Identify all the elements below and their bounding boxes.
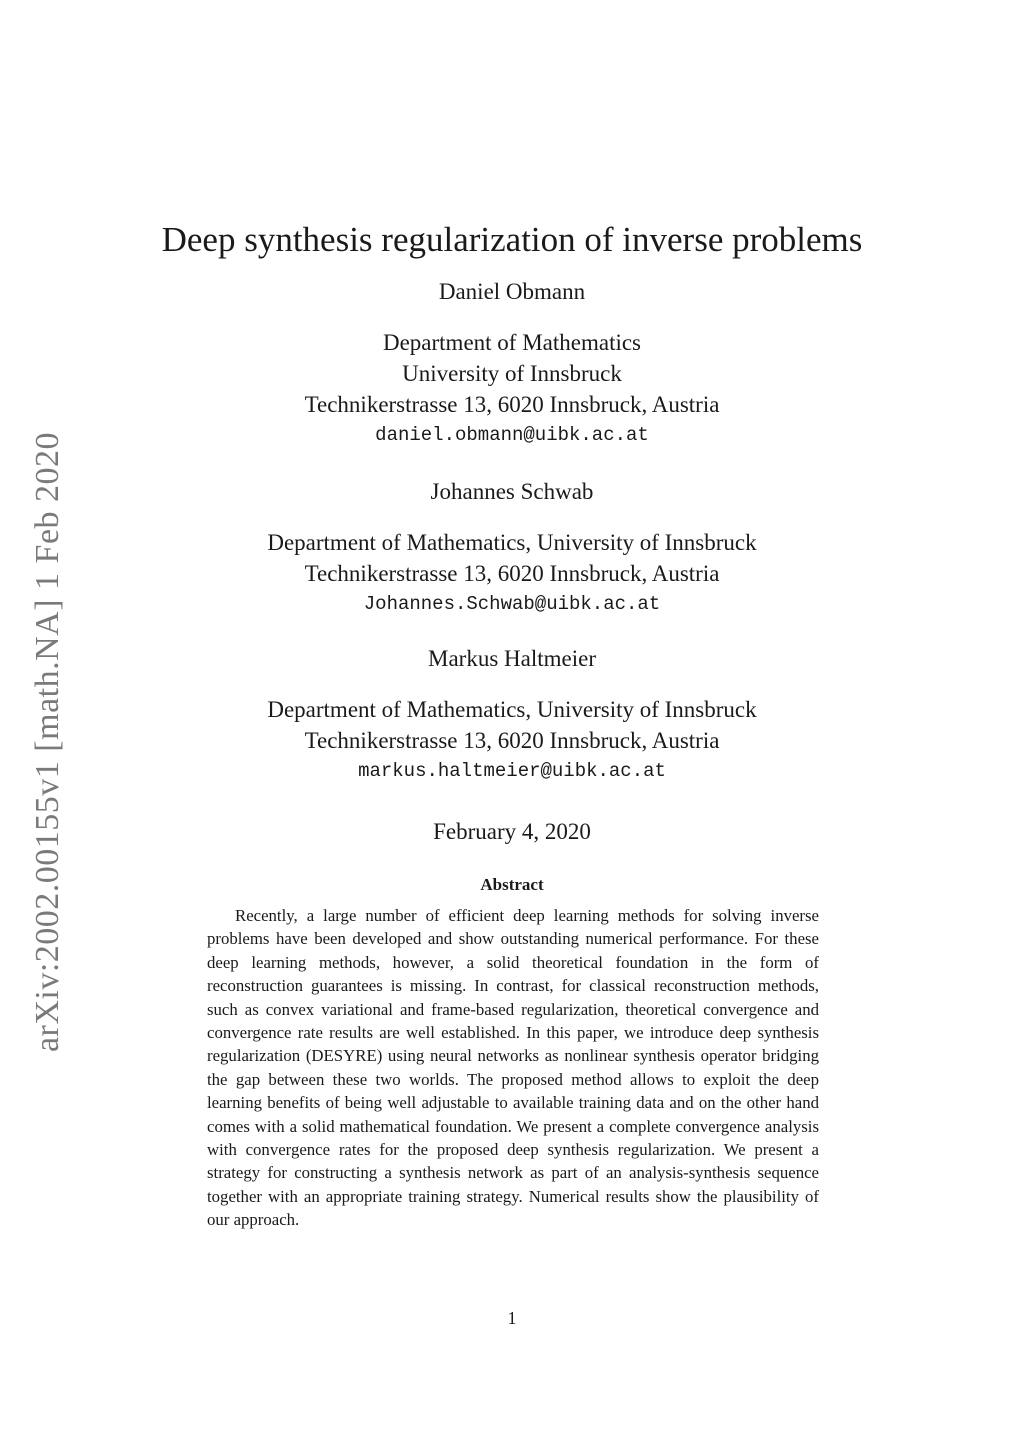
author-affiliation-line: Department of Mathematics, University of Innsbruck xyxy=(267,530,757,555)
author-affiliation-line: University of Innsbruck xyxy=(402,361,622,386)
paper-title: Deep synthesis regularization of inverse problems xyxy=(161,220,863,259)
author-name: Markus Haltmeier xyxy=(428,646,596,671)
author-email[interactable]: markus.haltmeier@uibk.ac.at xyxy=(358,760,666,782)
arxiv-identifier: arXiv:2002.00155v1 [math.NA] 1 Feb 2020 xyxy=(29,431,66,1053)
author-affiliation-line: Department of Mathematics xyxy=(382,330,642,355)
page-number: 1 xyxy=(507,1308,517,1328)
author-affiliation-line: Technikerstrasse 13, 6020 Innsbruck, Austria xyxy=(304,728,720,753)
abstract-heading: Abstract xyxy=(480,875,544,894)
author-affiliation-line: Department of Mathematics, University of Innsbruck xyxy=(267,697,757,722)
abstract-text: Recently, a large number of efficient deep learning methods for solving inverse problems have been developed and show outstanding numerical performance. For these deep learning methods, however, a solid theoretical foundation in the form of reconstruction guarantees is missing. In contrast, for classical reconstruction methods, such as convex variational and frame-based regularization, theoretical convergence and convergence rate results are well established. In this paper, we introduce deep synthesis regularization (DESYRE) using neural networks as nonlinear synthesis operator bridging the gap between these two worlds. The proposed method allows to exploit the deep learning benefits of being well adjustable to available training data and on the other hand comes with a solid mathematical foundation. We present a complete convergence analysis with convergence rates for the proposed deep synthesis regularization. We present a strategy for constructing a synthesis network as part of an analysis-synthesis sequence together with an appropriate training strategy. Numerical results show the plausibility of our approach. xyxy=(207,906,819,1230)
author-affiliation-line: Technikerstrasse 13, 6020 Innsbruck, Austria xyxy=(304,561,720,586)
author-name: Johannes Schwab xyxy=(430,479,594,504)
author-email[interactable]: daniel.obmann@uibk.ac.at xyxy=(375,424,649,446)
publication-date: February 4, 2020 xyxy=(433,819,591,844)
author-name: Daniel Obmann xyxy=(438,279,586,304)
author-email[interactable]: Johannes.Schwab@uibk.ac.at xyxy=(363,593,661,615)
author-affiliation-line: Technikerstrasse 13, 6020 Innsbruck, Austria xyxy=(304,392,720,417)
